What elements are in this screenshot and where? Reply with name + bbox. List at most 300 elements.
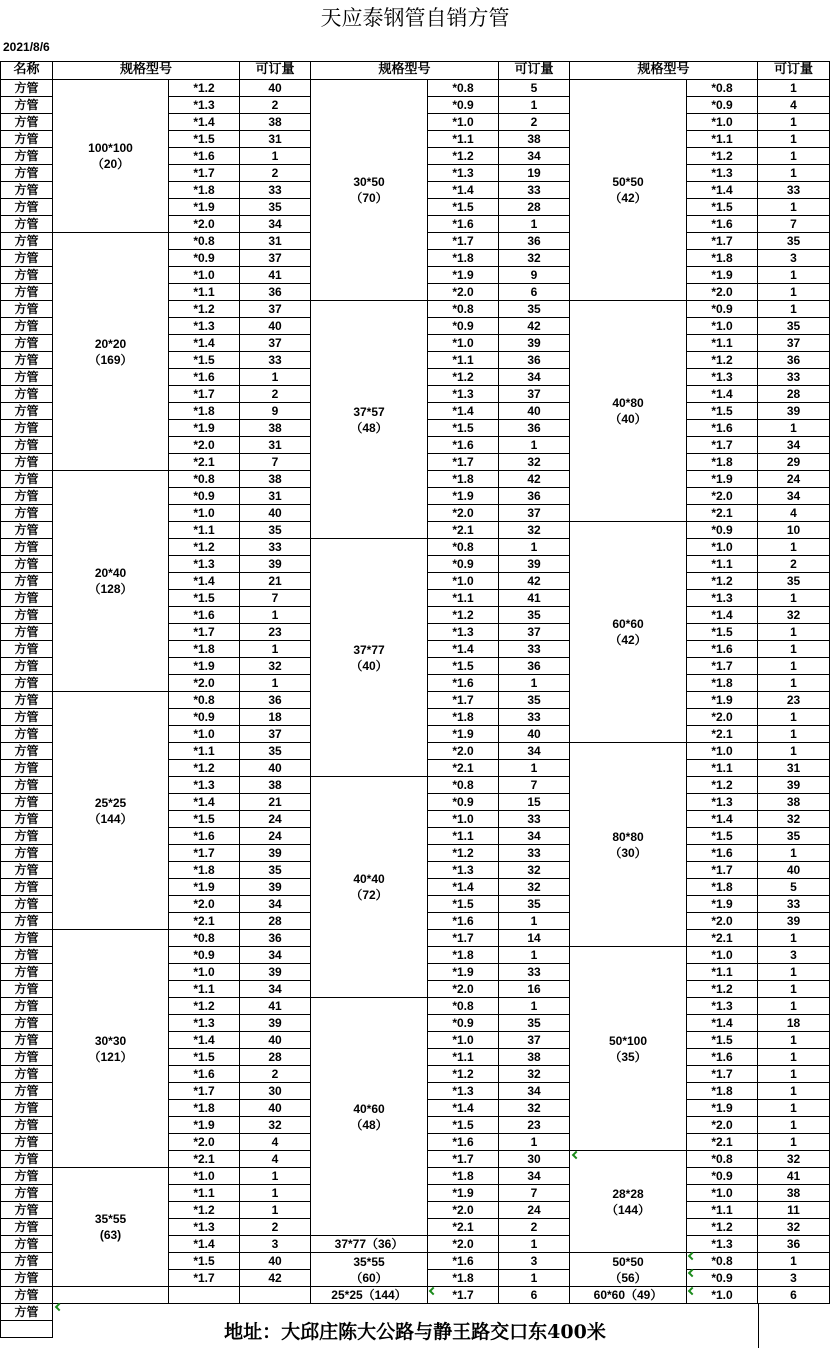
- quantity-cell: 31: [240, 488, 311, 505]
- row-name: 方管: [0, 1083, 53, 1100]
- spec-cell: [53, 471, 169, 692]
- quantity-cell: 1: [758, 1253, 830, 1270]
- quantity-cell: 39: [758, 777, 830, 794]
- row-name: 方管: [0, 250, 53, 267]
- spec-cell: [53, 1287, 169, 1304]
- quantity-cell: 1: [758, 1066, 830, 1083]
- row-name: 方管: [0, 998, 53, 1015]
- row-name: 方管: [0, 1134, 53, 1151]
- thickness-cell: *1.5: [428, 1117, 499, 1134]
- quantity-cell: 34: [499, 1083, 570, 1100]
- quantity-cell: 39: [499, 335, 570, 352]
- quantity-cell: 1: [240, 369, 311, 386]
- quantity-cell: 38: [499, 1049, 570, 1066]
- thickness-cell: *1.8: [428, 1270, 499, 1287]
- spec-size: 35*55: [94, 1212, 127, 1226]
- thickness-cell: *0.8: [169, 471, 240, 488]
- quantity-cell: 1: [758, 301, 830, 318]
- thickness-cell: *1.2: [428, 369, 499, 386]
- thickness-cell: *1.4: [687, 607, 758, 624]
- quantity-cell: 37: [240, 301, 311, 318]
- thickness-cell: *1.7: [687, 658, 758, 675]
- thickness-cell: *1.7: [687, 437, 758, 454]
- quantity-cell: 1: [758, 641, 830, 658]
- quantity-cell: 37: [240, 250, 311, 267]
- thickness-cell: *1.1: [169, 522, 240, 539]
- thickness-cell: *2.0: [428, 1202, 499, 1219]
- row-name: 方管: [0, 488, 53, 505]
- thickness-cell: *0.9: [169, 250, 240, 267]
- quantity-cell: 35: [240, 743, 311, 760]
- row-name: 方管: [0, 1219, 53, 1236]
- row-name: 方管: [0, 1168, 53, 1185]
- thickness-cell: *1.6: [687, 641, 758, 658]
- row-name: 方管: [0, 1117, 53, 1134]
- spec-size: 20*20: [94, 336, 127, 351]
- spec-total: （35）: [609, 1049, 647, 1064]
- thickness-cell: *1.5: [169, 811, 240, 828]
- thickness-cell: *1.6: [169, 607, 240, 624]
- quantity-cell: 16: [499, 981, 570, 998]
- quantity-cell: 1: [240, 607, 311, 624]
- quantity-cell: 1: [499, 216, 570, 233]
- thickness-cell: *1.6: [169, 828, 240, 845]
- quantity-cell: 1: [758, 114, 830, 131]
- quantity-cell: 39: [240, 1015, 311, 1032]
- quantity-cell: 1: [758, 845, 830, 862]
- quantity-cell: 37: [499, 386, 570, 403]
- thickness-cell: *1.3: [687, 369, 758, 386]
- quantity-cell: 33: [499, 845, 570, 862]
- row-name: 方管: [0, 1185, 53, 1202]
- row-name: 方管: [0, 216, 53, 233]
- spec-size: 50*50: [612, 1254, 644, 1269]
- quantity-cell: 34: [499, 369, 570, 386]
- thickness-cell: *1.0: [687, 1287, 758, 1304]
- thickness-cell: *1.6: [428, 675, 499, 692]
- quantity-cell: 35: [499, 692, 570, 709]
- thickness-cell: *1.9: [687, 267, 758, 284]
- quantity-cell: 23: [240, 624, 311, 641]
- thickness-cell: *1.7: [169, 165, 240, 182]
- thickness-cell: *1.1: [169, 981, 240, 998]
- spec-cell: [53, 692, 169, 930]
- quantity-cell: 39: [240, 556, 311, 573]
- thickness-cell: *1.8: [169, 182, 240, 199]
- spec-cell: [311, 80, 428, 301]
- quantity-cell: 35: [758, 828, 830, 845]
- quantity-cell: 32: [499, 1100, 570, 1117]
- quantity-cell: 18: [240, 709, 311, 726]
- spec-size: 100*100: [88, 141, 133, 155]
- row-name: 方管: [0, 284, 53, 301]
- quantity-cell: 32: [499, 879, 570, 896]
- row-name: 方管: [0, 471, 53, 488]
- quantity-cell: 5: [758, 879, 830, 896]
- quantity-cell: 5: [499, 80, 570, 97]
- quantity-cell: 34: [240, 216, 311, 233]
- thickness-cell: *1.4: [687, 386, 758, 403]
- thickness-cell: *0.8: [428, 80, 499, 97]
- quantity-cell: 1: [499, 97, 570, 114]
- thickness-cell: *1.5: [687, 199, 758, 216]
- row-name: 方管: [0, 97, 53, 114]
- thickness-cell: *2.0: [428, 284, 499, 301]
- quantity-cell: 28: [758, 386, 830, 403]
- thickness-cell: *1.6: [428, 1134, 499, 1151]
- spec-size: 25*25（144）: [331, 1288, 407, 1302]
- quantity-cell: 33: [499, 811, 570, 828]
- thickness-cell: *1.0: [169, 964, 240, 981]
- thickness-cell: *1.3: [169, 1015, 240, 1032]
- thickness-cell: *1.5: [428, 199, 499, 216]
- thickness-cell: *1.7: [169, 845, 240, 862]
- thickness-cell: *2.0: [428, 981, 499, 998]
- quantity-cell: 42: [499, 318, 570, 335]
- quantity-cell: 35: [240, 199, 311, 216]
- spec-total: （72）: [350, 888, 388, 902]
- quantity-cell: 33: [499, 964, 570, 981]
- thickness-cell: *1.5: [169, 590, 240, 607]
- quantity-cell: [240, 1287, 311, 1304]
- header-qty: 可订量: [499, 61, 570, 80]
- thickness-cell: *0.8: [428, 998, 499, 1015]
- report-date: 2021/8/6: [3, 40, 50, 54]
- thickness-cell: *0.9: [687, 522, 758, 539]
- quantity-cell: 1: [499, 947, 570, 964]
- quantity-cell: 2: [240, 1066, 311, 1083]
- quantity-cell: 38: [240, 420, 311, 437]
- thickness-cell: *0.8: [428, 301, 499, 318]
- row-name: 方管: [0, 1100, 53, 1117]
- row-name: 方管: [0, 913, 53, 930]
- row-name: 方管: [0, 114, 53, 131]
- quantity-cell: 10: [758, 522, 830, 539]
- row-name: 方管: [0, 964, 53, 981]
- spec-total: （40）: [350, 658, 388, 673]
- quantity-cell: 30: [499, 1151, 570, 1168]
- quantity-cell: 7: [758, 216, 830, 233]
- quantity-cell: 35: [240, 862, 311, 879]
- spec-cell: [311, 301, 428, 539]
- thickness-cell: *0.9: [687, 301, 758, 318]
- thickness-cell: *1.8: [428, 1168, 499, 1185]
- quantity-cell: 37: [499, 505, 570, 522]
- spec-cell: [570, 1287, 687, 1304]
- quantity-cell: 1: [758, 658, 830, 675]
- thickness-cell: *1.2: [687, 352, 758, 369]
- quantity-cell: 2: [758, 556, 830, 573]
- thickness-cell: *1.8: [687, 250, 758, 267]
- thickness-cell: *1.4: [169, 114, 240, 131]
- row-name: 方管: [0, 199, 53, 216]
- row-name: 方管: [0, 1151, 53, 1168]
- thickness-cell: *1.7: [428, 233, 499, 250]
- spec-total: （42）: [609, 191, 647, 205]
- row-name: 方管: [0, 403, 53, 420]
- spec-cell: [570, 743, 687, 947]
- quantity-cell: 42: [499, 471, 570, 488]
- row-name: 方管: [0, 352, 53, 369]
- row-name: 方管: [0, 760, 53, 777]
- thickness-cell: *1.6: [169, 369, 240, 386]
- quantity-cell: 35: [499, 896, 570, 913]
- thickness-cell: *1.2: [169, 998, 240, 1015]
- row-name: 方管: [0, 1066, 53, 1083]
- quantity-cell: 1: [240, 1185, 311, 1202]
- quantity-cell: 32: [758, 607, 830, 624]
- quantity-cell: 33: [758, 182, 830, 199]
- quantity-cell: 21: [240, 573, 311, 590]
- row-name: 方管: [0, 1015, 53, 1032]
- thickness-cell: *0.9: [687, 97, 758, 114]
- quantity-cell: 2: [499, 1219, 570, 1236]
- quantity-cell: 36: [240, 930, 311, 947]
- row-name: 方管: [0, 709, 53, 726]
- quantity-cell: 1: [758, 199, 830, 216]
- spec-size: 30*30: [94, 1033, 127, 1048]
- spec-size: 60*60: [612, 617, 644, 631]
- spec-cell: [53, 233, 169, 471]
- row-name: 方管: [0, 233, 53, 250]
- row-name: 方管: [0, 522, 53, 539]
- quantity-cell: 32: [240, 658, 311, 675]
- thickness-cell: *1.7: [169, 1270, 240, 1287]
- thickness-cell: *2.0: [169, 675, 240, 692]
- row-name: 方管: [0, 658, 53, 675]
- thickness-cell: *1.6: [687, 845, 758, 862]
- thickness-cell: *1.9: [169, 1117, 240, 1134]
- row-name: 方管: [0, 777, 53, 794]
- thickness-cell: *1.9: [687, 896, 758, 913]
- row-name: 方管: [0, 1032, 53, 1049]
- thickness-cell: *1.4: [687, 182, 758, 199]
- thickness-cell: *1.2: [428, 845, 499, 862]
- quantity-cell: 41: [499, 590, 570, 607]
- thickness-cell: *1.4: [428, 879, 499, 896]
- row-name: 方管: [0, 1253, 53, 1270]
- row-name: 方管: [0, 624, 53, 641]
- quantity-cell: 40: [240, 80, 311, 97]
- thickness-cell: *1.1: [687, 1202, 758, 1219]
- thickness-cell: *1.9: [169, 879, 240, 896]
- spec-total: （70）: [350, 191, 388, 205]
- cell-warning-marker: [55, 1303, 63, 1311]
- spec-total: （20）: [91, 157, 130, 171]
- quantity-cell: 19: [499, 165, 570, 182]
- spec-size: 50*50: [612, 175, 644, 189]
- spec-size: 50*100: [608, 1033, 648, 1048]
- quantity-cell: 1: [758, 981, 830, 998]
- quantity-cell: 1: [499, 760, 570, 777]
- quantity-cell: 1: [499, 998, 570, 1015]
- spec-size: 37*57: [353, 404, 385, 419]
- thickness-cell: *0.9: [169, 709, 240, 726]
- quantity-cell: 1: [758, 675, 830, 692]
- spec-total: （169）: [88, 352, 133, 367]
- quantity-cell: 3: [758, 1270, 830, 1287]
- quantity-cell: 35: [240, 522, 311, 539]
- row-name: 方管: [0, 981, 53, 998]
- quantity-cell: 32: [240, 1117, 311, 1134]
- thickness-cell: *1.6: [169, 148, 240, 165]
- thickness-cell: *1.2: [428, 148, 499, 165]
- quantity-cell: 35: [758, 318, 830, 335]
- thickness-cell: *0.8: [687, 80, 758, 97]
- quantity-cell: 6: [758, 1287, 830, 1304]
- quantity-cell: 36: [499, 658, 570, 675]
- row-name: 方管: [0, 879, 53, 896]
- row-name: 方管: [0, 862, 53, 879]
- quantity-cell: 36: [758, 1236, 830, 1253]
- thickness-cell: *1.1: [428, 1049, 499, 1066]
- thickness-cell: *1.1: [169, 284, 240, 301]
- thickness-cell: *1.6: [428, 1253, 499, 1270]
- thickness-cell: *2.0: [428, 1236, 499, 1253]
- thickness-cell: *1.3: [687, 1236, 758, 1253]
- spec-total: （48）: [350, 1117, 388, 1132]
- quantity-cell: 1: [758, 131, 830, 148]
- quantity-cell: 1: [499, 675, 570, 692]
- thickness-cell: *1.6: [428, 913, 499, 930]
- row-name: 方管: [0, 1236, 53, 1253]
- thickness-cell: *1.1: [169, 1185, 240, 1202]
- quantity-cell: 1: [758, 284, 830, 301]
- spec-size: 25*25: [94, 795, 127, 810]
- row-name: 方管: [0, 148, 53, 165]
- quantity-cell: 39: [499, 556, 570, 573]
- row-name: 方管: [0, 318, 53, 335]
- thickness-cell: *1.2: [687, 1219, 758, 1236]
- quantity-cell: 1: [758, 726, 830, 743]
- quantity-cell: 23: [499, 1117, 570, 1134]
- row-name: 方管: [0, 301, 53, 318]
- thickness-cell: *1.5: [687, 1032, 758, 1049]
- spec-cell: [570, 522, 687, 743]
- thickness-cell: *2.1: [687, 930, 758, 947]
- quantity-cell: 40: [758, 862, 830, 879]
- spec-size: 30*50: [353, 175, 385, 189]
- row-name: 方管: [0, 182, 53, 199]
- thickness-cell: *1.8: [428, 250, 499, 267]
- thickness-cell: *1.7: [687, 1066, 758, 1083]
- thickness-cell: *2.1: [169, 454, 240, 471]
- header-spec: 规格型号: [53, 61, 240, 80]
- thickness-cell: *1.9: [687, 471, 758, 488]
- quantity-cell: 38: [758, 794, 830, 811]
- thickness-cell: *1.3: [169, 556, 240, 573]
- quantity-cell: 37: [499, 624, 570, 641]
- thickness-cell: *1.6: [687, 1049, 758, 1066]
- quantity-cell: 31: [240, 233, 311, 250]
- header-qty: 可订量: [240, 61, 311, 80]
- quantity-cell: 1: [240, 1202, 311, 1219]
- quantity-cell: 1: [240, 641, 311, 658]
- spec-total: （60）: [350, 1270, 388, 1285]
- thickness-cell: *1.5: [687, 403, 758, 420]
- thickness-cell: *1.0: [687, 114, 758, 131]
- quantity-cell: 1: [758, 1134, 830, 1151]
- thickness-cell: *1.2: [169, 760, 240, 777]
- spec-size: 40*40: [353, 872, 385, 886]
- quantity-cell: 36: [240, 284, 311, 301]
- thickness-cell: *2.0: [687, 709, 758, 726]
- quantity-cell: 37: [240, 726, 311, 743]
- quantity-cell: 39: [240, 964, 311, 981]
- thickness-cell: *0.8: [169, 930, 240, 947]
- quantity-cell: 33: [758, 369, 830, 386]
- spec-cell: [570, 301, 687, 522]
- row-name: 方管: [0, 80, 53, 97]
- thickness-cell: *1.1: [687, 760, 758, 777]
- quantity-cell: 7: [240, 590, 311, 607]
- quantity-cell: 36: [240, 692, 311, 709]
- thickness-cell: *0.9: [687, 1270, 758, 1287]
- quantity-cell: 21: [240, 794, 311, 811]
- quantity-cell: 1: [240, 148, 311, 165]
- quantity-cell: 32: [499, 1066, 570, 1083]
- thickness-cell: *1.3: [169, 318, 240, 335]
- page-title: 天应泰钢管自销方管: [320, 6, 510, 30]
- thickness-cell: *1.7: [687, 233, 758, 250]
- quantity-cell: 1: [758, 709, 830, 726]
- quantity-cell: 1: [499, 437, 570, 454]
- quantity-cell: 1: [499, 1270, 570, 1287]
- thickness-cell: *2.0: [169, 1134, 240, 1151]
- quantity-cell: 1: [240, 675, 311, 692]
- quantity-cell: 1: [499, 539, 570, 556]
- quantity-cell: 34: [758, 437, 830, 454]
- quantity-cell: 7: [240, 454, 311, 471]
- quantity-cell: 36: [758, 352, 830, 369]
- thickness-cell: *2.0: [169, 896, 240, 913]
- thickness-cell: *2.0: [687, 488, 758, 505]
- thickness-cell: *0.9: [687, 1168, 758, 1185]
- quantity-cell: 37: [240, 335, 311, 352]
- header-spec: 规格型号: [311, 61, 499, 80]
- quantity-cell: 38: [240, 471, 311, 488]
- quantity-cell: 9: [240, 403, 311, 420]
- thickness-cell: *1.0: [169, 267, 240, 284]
- quantity-cell: 36: [499, 420, 570, 437]
- quantity-cell: 37: [499, 1032, 570, 1049]
- thickness-cell: *1.8: [428, 709, 499, 726]
- quantity-cell: 35: [499, 301, 570, 318]
- quantity-cell: 41: [758, 1168, 830, 1185]
- spec-total: (63): [99, 1228, 122, 1242]
- row-name: 方管: [0, 845, 53, 862]
- row-name: 方管: [0, 590, 53, 607]
- spec-total: （128）: [88, 582, 133, 596]
- row-name: 方管: [0, 1202, 53, 1219]
- thickness-cell: *1.5: [169, 1049, 240, 1066]
- row-name: 方管: [0, 335, 53, 352]
- quantity-cell: 33: [240, 539, 311, 556]
- spec-cell: [311, 539, 428, 777]
- thickness-cell: *1.3: [428, 862, 499, 879]
- quantity-cell: 31: [240, 131, 311, 148]
- quantity-cell: 40: [240, 505, 311, 522]
- row-name: 方管: [0, 947, 53, 964]
- quantity-cell: 32: [758, 811, 830, 828]
- quantity-cell: 1: [758, 539, 830, 556]
- spec-total: （42）: [609, 633, 647, 647]
- row-name: 方管: [0, 641, 53, 658]
- thickness-cell: *1.3: [428, 624, 499, 641]
- quantity-cell: 24: [240, 828, 311, 845]
- row-name: 方管: [0, 1304, 53, 1321]
- quantity-cell: 33: [499, 182, 570, 199]
